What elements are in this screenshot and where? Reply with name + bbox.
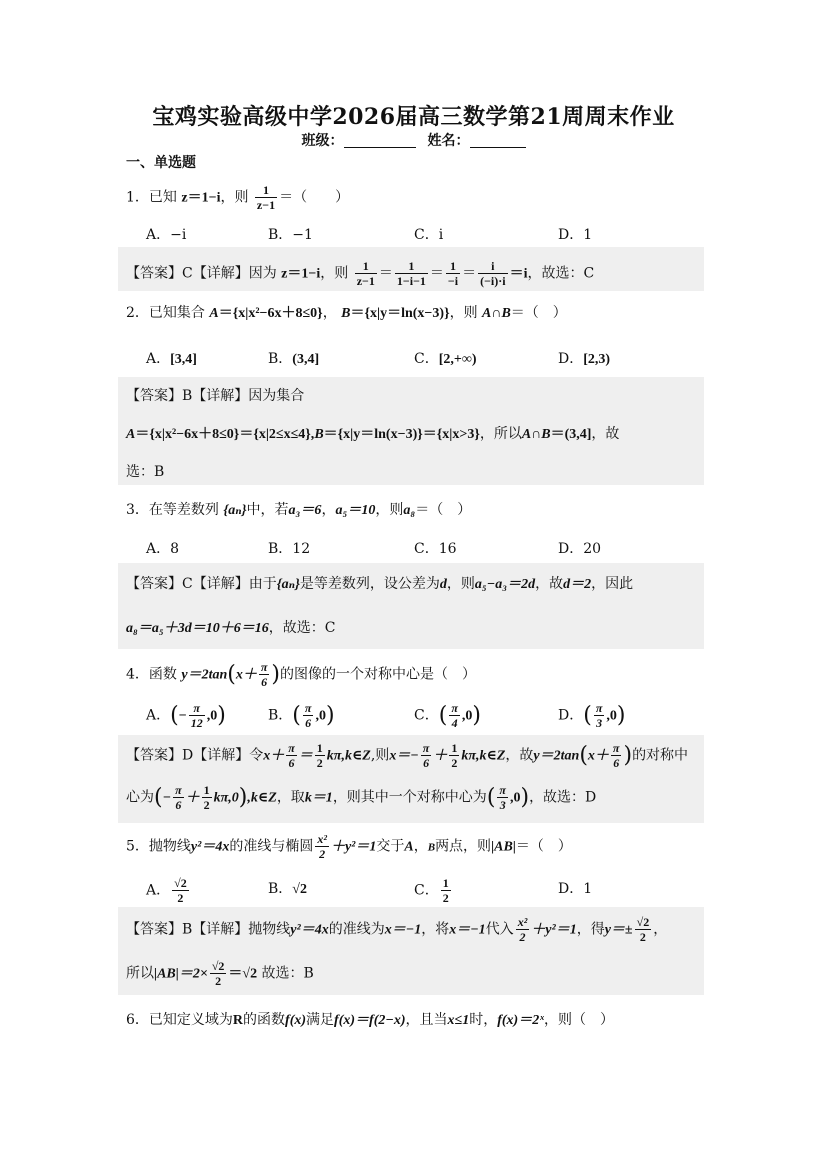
- q3-option-b: B．12: [268, 541, 311, 557]
- section-heading: 一、单选题: [126, 155, 196, 171]
- q5-option-a: A． $\frac{√2}{2}$: [146, 876, 187, 905]
- question-1: 1．已知 z＝1−i，则 $\frac{1}{z-1}$ ＝（ ）: [126, 183, 350, 212]
- question-3: 3．在等差数列 {aₙ}中，若a₃＝6，a₅＝10，则a₈＝（ ）: [126, 502, 472, 518]
- q3-solution-line-2: a₈＝a₅＋3d＝10＋6＝16，故选：C: [126, 620, 336, 636]
- q4-option-c: C．( $\frac{\pi}{4}$ ,0): [414, 701, 481, 730]
- q1-option-a: A．−i: [146, 227, 187, 243]
- q3-option-d: D．20: [558, 541, 602, 557]
- q1-option-b: B．−1: [268, 227, 313, 243]
- q1-solution: 【答案】C【详解】因为 z＝1−i，则 $\frac{1}{z-1}$ ＝ $\frac{1}{1-i-1}$ ＝ $\frac{1}{-i}$ ＝ $\frac{i}{(-i)\cdot i}$ ＝i，故选：C: [126, 259, 595, 288]
- q1-answer-box: [118, 247, 704, 291]
- q4-option-a: A．(− $\frac{\pi}{12}$ ,0): [146, 701, 226, 730]
- q3-solution-line-1: 【答案】C【详解】由于{aₙ}是等差数列，设公差为d，则a₅−a₃＝2d，故d＝2，因此: [126, 576, 634, 592]
- q3-option-c: C．16: [414, 541, 457, 557]
- q2-solution-line-3: 选：B: [126, 464, 165, 480]
- q3-answer-box: [118, 563, 704, 649]
- q4-solution-line-1: 【答案】D【详解】令x＋ $\frac{\pi}{6}$ ＝ $\frac{1}{2}$ kπ,k∈Z,则x＝− $\frac{\pi}{6}$ ＋ $\frac{1}{2}$ kπ,k∈Z，故y＝2tan(x＋ $\frac{\pi}{6}$ )的对称中: [126, 741, 689, 770]
- q2-option-d: D．[2,3): [558, 351, 611, 367]
- q5-option-c: C． $\frac{1}{2}$: [414, 876, 449, 905]
- class-name-line: [0, 130, 827, 150]
- q2-answer-box: [118, 377, 704, 485]
- q1-option-c: C．i: [414, 227, 444, 243]
- q4-option-d: D．( $\frac{\pi}{3}$ ,0): [558, 701, 626, 730]
- q3-option-a: A．8: [146, 541, 180, 557]
- q2-solution-line-2: A＝{x|x²−6x＋8≤0}＝{x|2≤x≤4},B＝{x|y＝ln(x−3)}＝{x|x>3}，所以A∩B＝(3,4]，故: [126, 426, 620, 442]
- question-6: 6．已知定义域为R的函数f(x)满足f(x)＝f(2−x)，且当x≤1时，f(x)＝2ˣ，则（ ）: [126, 1012, 614, 1028]
- q2-solution-line-1: 【答案】B【详解】因为集合: [126, 388, 305, 404]
- q5-option-b: B．√2: [268, 881, 307, 897]
- q2-option-c: C．[2,+∞): [414, 351, 477, 367]
- q2-option-a: A．[3,4]: [146, 351, 197, 367]
- page-title: 宝鸡实验高级中学2026届高三数学第21周周末作业: [152, 104, 675, 130]
- class-blank: [344, 133, 416, 148]
- class-label: 班级：: [301, 133, 344, 149]
- q4-answer-box: [118, 735, 704, 823]
- q5-answer-box: [118, 907, 704, 995]
- q2-option-b: B．(3,4]: [268, 351, 320, 367]
- name-label: 姓名：: [427, 133, 470, 149]
- q4-option-b: B．( $\frac{\pi}{6}$ ,0): [268, 701, 335, 730]
- q5-option-d: D．1: [558, 881, 593, 897]
- question-5: 5．抛物线y²＝4x的准线与椭圆 $\frac{\text{x²}}{2}$ ＋y²＝1交于A，B两点，则|AB|＝（ ）: [126, 832, 572, 861]
- q5-solution-line-2: 所以|AB|＝2× $\frac{√2}{2}$ ＝√2 故选：B: [126, 959, 314, 988]
- question-2: 2．已知集合 A＝{x|x²−6x＋8≤0}， B＝{x|y＝ln(x−3)}，则 A∩B＝（ ）: [126, 305, 567, 321]
- q5-solution-line-1: 【答案】B【详解】抛物线y²＝4x的准线为x＝−1，将x＝−1代入 $\frac{\text{x²}}{2}$ ＋y²＝1，得y＝± $\frac{√2}{2}$ ，: [126, 915, 668, 944]
- name-blank: [470, 133, 526, 148]
- q1-option-d: D．1: [558, 227, 593, 243]
- question-4: 4．函数 y＝2tan(x＋ $\frac{\pi}{6}$ )的图像的一个对称中心是（ ）: [126, 660, 477, 689]
- q4-solution-line-2: 心为(− $\frac{\pi}{6}$ ＋ $\frac{1}{2}$ kπ,0),k∈Z，取k＝1，则其中一个对称中心为( $\frac{\pi}{3}$ ,0)，故选：D: [126, 783, 597, 812]
